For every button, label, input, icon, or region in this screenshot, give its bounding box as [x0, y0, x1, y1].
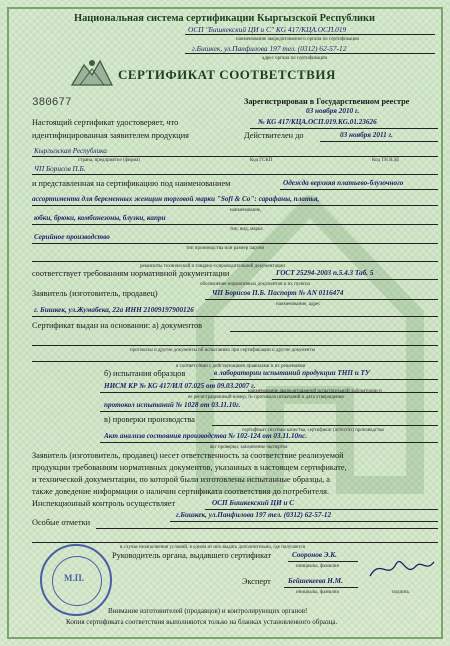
special-marks-label: Особые отметки	[32, 518, 91, 527]
signature-icon	[366, 552, 438, 584]
footer-note-2: Копия сертификата соответствия выполняются только на бланках установленного образца.	[66, 618, 338, 626]
lab-accreditation: НИСМ КР № KG 417/ИЛ 07.025 от 09.03.2007 г.	[104, 382, 256, 390]
production-act: Акт анализа состояния производства № 102-124 от 03.11.10пс.	[104, 432, 308, 440]
compliance-standard: ГОСТ 25294-2003 п.5.4.3 Таб. 5	[276, 269, 374, 277]
round-seal-icon	[40, 544, 112, 616]
organ-line: ОСП "Бишкекский ЦИ и С" KG 417/КЦА.ОСП.019	[188, 25, 347, 34]
valid-until: 03 ноября 2011 г.	[340, 131, 393, 139]
inspection-body: ОСП Бишкекский ЦИ и С	[212, 499, 295, 507]
registry-number: № KG 417/КЦА.ОСП.019.KG.01.23626	[258, 118, 377, 126]
footer-note-1: Внимание изготовителей (продавцов) и контролирующих органов!	[108, 607, 308, 615]
serial-number: 380677	[32, 97, 72, 109]
certificate-title: СЕРТИФИКАТ СООТВЕТСТВИЯ	[118, 67, 336, 82]
applicant-value: ЧП Борисов П.Б. Паспорт № AN 0116474	[212, 289, 344, 297]
registered-date: 03 ноября 2010 г.	[306, 107, 360, 115]
head-name: Сооронов Э.К.	[292, 551, 337, 559]
certificate-page: Национальная система сертификации Кыргызской Республики ОСП "Бишкекский ЦИ и С" KG 417/КЦА.ОСП.019 наименование аккредитованного органа по сертификации г.Бишкек, ул.Панфилова 197 тел. (0312) 62-57-12 адрес органа по сертификации СЕРТИФИКАТ СООТВЕТСТВИЯ 380677 Зарегистрирован в Государственном реестре 03 ноября 2010 г. Настоящий сертификат удостоверяет, что № KG 417/КЦА.ОСП.019.KG.01.23626 идентифицированная заявителем продукция Действителен до 03 ноября 2011 г. Кыргызская Республика страна, предприятие (фирма) Код ГСКП Код ТН ВЭД ЧП Борисов П.Б. и представленная на сертификацию под наименованием Одежда верхняя платьево-блузочного ассортимента для беременных женщин торговой марки "Sofi & Co": сарафаны, платья, наименование, юбки, брюки, комбинезоны, блузки, капри тип, вид, марка Серийное производство тип производства или размер партии реквизиты технической и товарно-сопроводительной документации соответствует требованиям нормативной документации ГОСТ 25294-2003 п.5.4.3 Таб. 5 обозначение нормативных документов и их пункты Заявитель (изготовитель, продавец) ЧП Борисов П.Б. Паспорт № AN 0116474 наименование, адрес г. Бишкек, ул.Жумабека, 22а ИНН 21009197900126 Сертификат выдан на основании: а) документов протоколы и другие документы об испытаниях при сертификации и другие документы в соответствии с действующими правилами и их решениями б) испытания образцов в лаборатории испытаний продукции ТНП и ТУ НИСМ КР № KG 417/ИЛ 07.025 от 09.03.2007 г. наименование аккредитованной испытательной лаборатории и ее регистрационный номер, № протокола испытаний и дата утверждения протокол испытаний № 1028 от 03.11.10г. в) проверки производства сертификат системы качества, сертификат (аттестат) производства Акт анализа состояния производства № 102-124 от 03.11.10пс. акт проверки, заключение экспертов Заявитель (изготовитель, продавец) несет ответственность за соответствие реализуемой продукции требованиям нормативных документов, указанных в настоящем сертификате, и технической документации, по которой были изготовлены испытанные образцы, а также доведение информации о наличии сертификата соответствия до потребителя. Инспекционный контроль осуществляет ОСП Бишкекский ЦИ и С г.Бишкек, ул.Панфилова 197 тел. (0312) 62-57-12 Особые отметки в случае незаполнения условий, в одном из них выдать дополнительно, где получается М.П. Руководитель органа, выдавшего сертификат Сооронов Э.К. инициалы, фамилия Эксперт Бейшекеева Н.М. инициалы, фамилия подпись Внимание изготовителей (продавцов) и контролирующих органов! Копия сертификата соответствия выполняются только на бланках установленного образца.	[0, 0, 450, 646]
expert-name: Бейшекеева Н.М.	[288, 577, 343, 585]
test-protocol: протокол испытаний № 1028 от 03.11.10г.	[104, 401, 241, 409]
registered-label: Зарегистрирован в Государственном реестре	[244, 97, 410, 106]
valid-label: Действителен до	[244, 131, 304, 140]
system-title: Национальная система сертификации Кыргызской Республики	[74, 13, 376, 24]
organ-address: г.Бишкек, ул.Панфилова 197 тел. (0312) 62-57-12	[192, 44, 347, 53]
stamp-mp: М.П.	[64, 573, 84, 583]
mountain-emblem-icon	[70, 55, 114, 91]
